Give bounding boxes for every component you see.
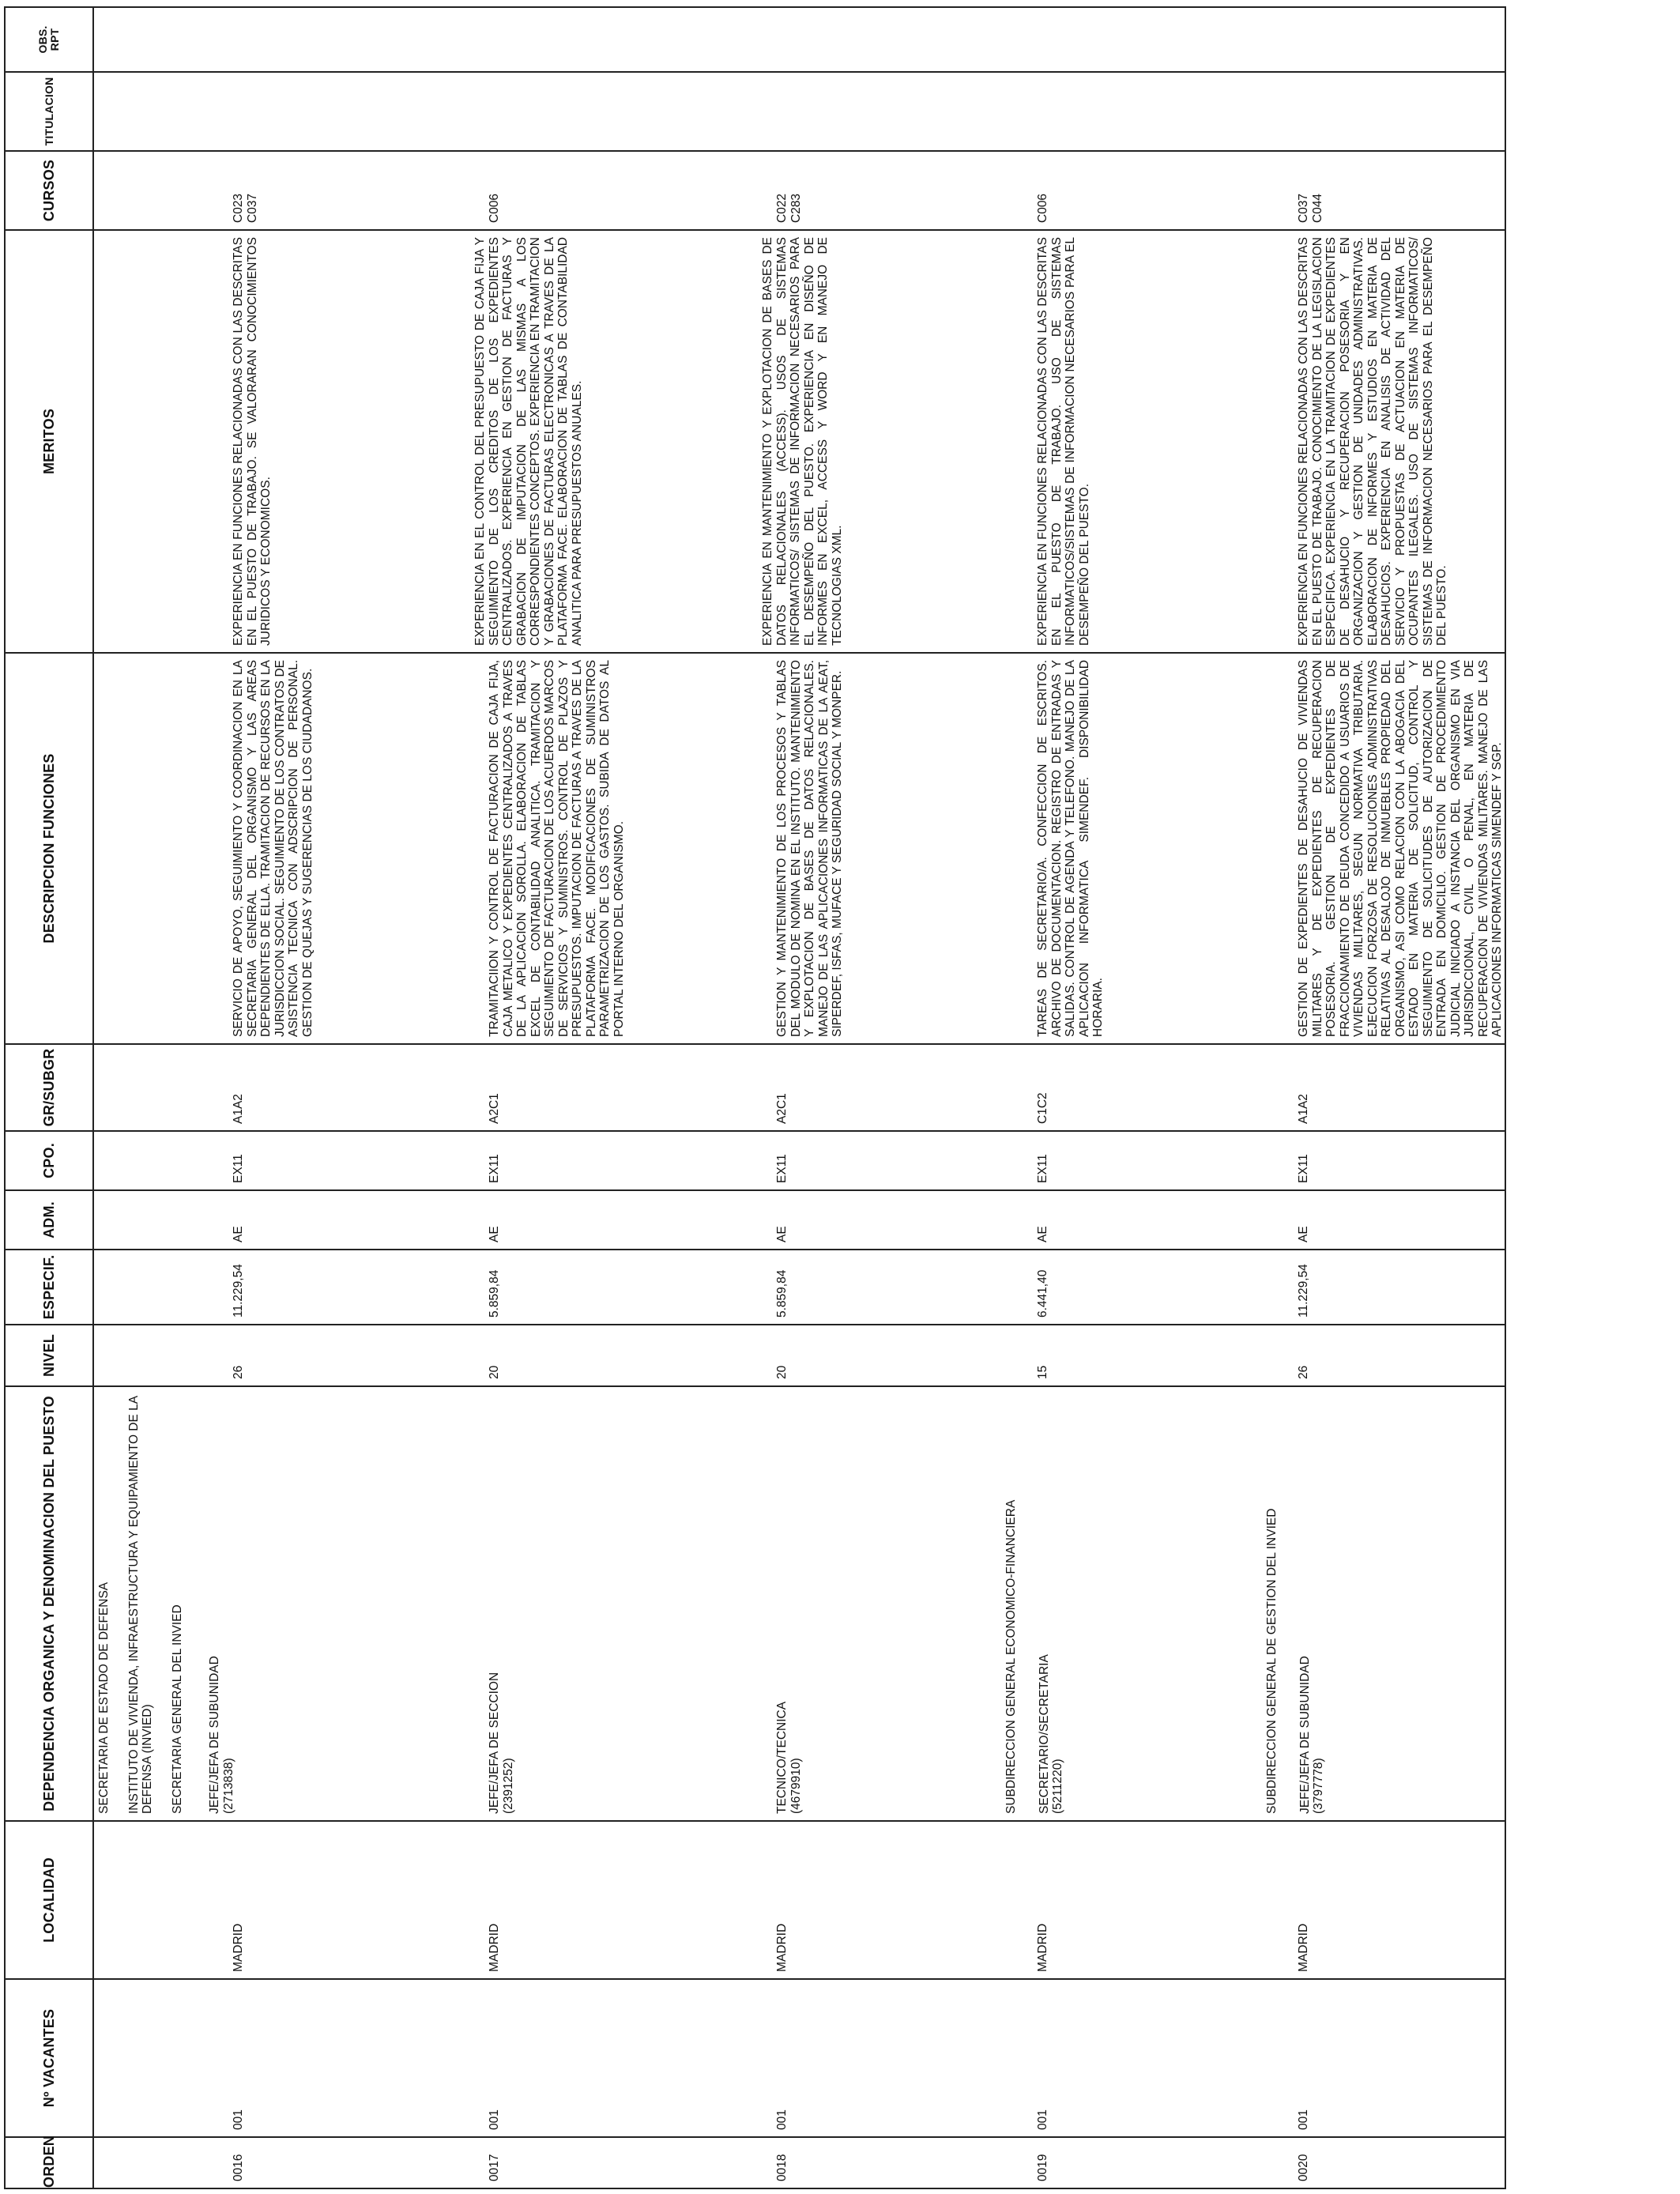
cpo-cell: EX11 [488, 1154, 501, 1183]
puesto-code: (4679910) [789, 1758, 803, 1814]
obs-cell [469, 7, 756, 72]
puesto-code: (5211220) [1051, 1759, 1064, 1814]
cpo-cell: EX11 [775, 1154, 789, 1183]
nivel-cell: 26 [232, 1365, 245, 1379]
localidad-cell: MADRID [232, 1923, 245, 1972]
vacantes-cell: 001 [775, 2109, 789, 2130]
especif-cell: 11.229,54 [1297, 1264, 1310, 1318]
vacantes-cell: 001 [232, 2109, 245, 2130]
table-row [469, 7, 756, 2188]
obs-cell [93, 7, 469, 72]
cpo-cell: EX11 [1036, 1154, 1049, 1183]
rpt-table [4, 6, 1506, 2189]
especif-cell: 11.229,54 [232, 1264, 245, 1318]
header-row [5, 7, 93, 2188]
dependencia-secretaria-general: SECRETARIA GENERAL DEL INVIED [170, 1604, 184, 1814]
obs-cell [973, 7, 1234, 72]
adm-cell: AE [488, 1226, 501, 1242]
header-titulacion: TITULACION [5, 72, 93, 151]
meritos-cell: EXPERIENCIA EN EL CONTROL DEL PRESUPUESTO DE CAJA FIJA Y SEGUIMIENTO DE LOS CREDITOS DE LOS EXPEDIENTES CENTRALIZADOS. EXPERIENCIA EN GESTION DE FACTURAS Y GRABACION DE IMPUTACION DE LAS MISMAS A LOS CORRESPONDIENTES CONCEPTOS. EXPERIENCIA EN TRAMITACION Y GRABACIONES DE FACTURAS ELECTRONICAS A TRAVES DE LA PLATAFORMA FACE. ELABORACION DE TABLAS DE CONTABILIDAD ANALITICA PARA PRESUPUESTOS ANUALES. [473, 237, 584, 646]
grupo-cell: A2C1 [775, 1093, 789, 1124]
adm-cell: AE [232, 1226, 245, 1242]
cpo-cell: EX11 [1297, 1154, 1310, 1183]
localidad-cell: MADRID [1297, 1923, 1310, 1972]
puesto-code: (2713838) [221, 1758, 235, 1814]
grupo-cell: C1C2 [1036, 1092, 1049, 1124]
localidad-cell: MADRID [775, 1923, 789, 1972]
orden-cell: 0018 [775, 2154, 789, 2181]
curso-code: C044 [1310, 193, 1324, 223]
titulacion-cell [469, 72, 756, 151]
orden-cell: 0017 [488, 2154, 501, 2181]
adm-cell: AE [1297, 1226, 1310, 1242]
header-obs-label: OBS. [36, 25, 49, 54]
meritos-cell: EXPERIENCIA EN MANTENIMIENTO Y EXPLOTACION DE BASES DE DATOS RELACIONALES (ACCESS). USOS DE SISTEMAS INFORMATICOS/ SISTEMAS DE INFORMACION NECESARIOS PARA EL DESEMPEÑO DEL PUESTO. EXPERIENCIA EN DISEÑO DE INFORMES EN EXCEL, ACCESS Y WORD Y EN MANEJO DE TECNOLOGIAS XML. [761, 237, 844, 646]
curso-code: C283 [789, 193, 803, 223]
titulacion-cell [756, 72, 973, 151]
header-localidad: LOCALIDAD [5, 1821, 93, 1979]
table-row [756, 7, 973, 2188]
especif-cell: 5.859,84 [488, 1269, 501, 1318]
puesto-code: (3797778) [1312, 1758, 1325, 1814]
localidad-cell: MADRID [488, 1923, 501, 1972]
header-dependencia: DEPENDENCIA ORGANICA Y DENOMINACION DEL PUESTO [5, 1386, 93, 1821]
titulacion-cell [973, 72, 1234, 151]
dependencia-instituto: INSTITUTO DE VIVIENDA, INFRAESTRUCTURA Y EQUIPAMIENTO DE LA DEFENSA (INVIED) [126, 1396, 154, 1814]
grupo-cell: A1A2 [232, 1094, 245, 1124]
nivel-cell: 20 [488, 1365, 501, 1379]
puesto-name: SECRETARIO/SECRETARIA [1037, 1654, 1051, 1814]
header-adm: ADM. [5, 1190, 93, 1250]
titulacion-cell [1234, 72, 1505, 151]
curso-code: C006 [488, 193, 501, 223]
curso-code: C023 [232, 193, 245, 223]
puesto-code: (2391252) [501, 1758, 515, 1814]
descripcion-cell: TAREAS DE SECRETARIO/A. CONFECCION DE ESCRITOS. ARCHIVO DE DOCUMENTACION. REGISTRO DE ENTRADAS Y SALIDAS. CONTROL DE AGENDA Y TELEFONO. MANEJO DE LA APLICACION INFORMATICA SIMENDEF. DISPONIBILIDAD HORARIA. [1036, 660, 1105, 1037]
table-row [93, 7, 469, 2188]
nivel-cell: 26 [1297, 1365, 1310, 1379]
titulacion-cell [93, 72, 469, 151]
rotated-page [4, 8, 1504, 2189]
header-especif: ESPECIF. [5, 1250, 93, 1325]
header-cursos: CURSOS [5, 151, 93, 230]
puesto-name: JEFE/JEFA DE SUBUNIDAD [1298, 1656, 1312, 1814]
table-row [1234, 7, 1505, 2188]
table-row [973, 7, 1234, 2188]
descripcion-cell: GESTION DE EXPEDIENTES DE DESAHUCIO DE VIVIENDAS MILITARES Y DE EXPEDIENTES DE RECUPERACION POSESORIA. GESTION DE EXPEDIENTES DE FRACCIONAMIENTO DE DEUDA CONCEDIDO A USUARIOS DE VIVIENDAS MILITARES, SEGUN NORMATIVA TRIBUTARIA. EJECUCION FORZOSA DE RESOLUCIONES ADMINISTRATIVAS RELATIVAS AL DESALOJO DE INMUEBLES PROPIEDAD DEL ORGANISMO, ASI COMO RELACION CON LA ABOGACIA DEL ESTADO EN MATERIA DE SOLICITUD, CONTROL Y SEGUIMIENTO DE SOLICITUDES DE AUTORIZACION DE ENTRADA EN DOMICILIO. GESTION DE PROCEDIMIENTO JUDICIAL INICIADO A INSTANCIA DEL ORGANISMO EN VIA JURISDICCIONAL, CIVIL O PENAL, EN MATERIA DE RECUPERACION DE VIVIENDAS MILITARES. MANEJO DE LAS APLICACIONES INFORMATICAS SIMENDEF Y SGP. [1297, 660, 1504, 1037]
header-obs-rpt [5, 7, 93, 72]
meritos-cell: EXPERIENCIA EN FUNCIONES RELACIONADAS CON LAS DESCRITAS EN EL PUESTO DE TRABAJO. SE VALORARAN CONOCIMIENTOS JURIDICOS Y ECONOMICOS. [232, 237, 273, 646]
curso-code: C022 [775, 193, 789, 223]
header-cpo: CPO. [5, 1131, 93, 1190]
adm-cell: AE [1036, 1226, 1049, 1242]
curso-code: C037 [1297, 193, 1310, 223]
localidad-cell: MADRID [1036, 1923, 1049, 1972]
vacantes-cell: 001 [1297, 2109, 1310, 2130]
obs-cell [756, 7, 973, 72]
adm-cell: AE [775, 1226, 789, 1242]
puesto-name: JEFE/JEFA DE SECCION [488, 1672, 501, 1814]
vacantes-cell: 001 [1036, 2109, 1049, 2130]
especif-cell: 5.859,84 [775, 1269, 789, 1318]
header-rpt-label: RPT [48, 28, 61, 51]
especif-cell: 6.441,40 [1036, 1269, 1049, 1318]
descripcion-cell: SERVICIO DE APOYO, SEGUIMIENTO Y COORDINACION EN LA SECRETARIA GENERAL DEL ORGANISMO Y LAS AREAS DEPENDIENTES DE ELLA. TRAMITACION DE RECURSOS EN LA JURISDICCION SOCIAL. SEGUIMIENTO DE LOS CONTRATOS DE ASISTENCIA TECNICA CON ADSCRIPCION DE PERSONAL. GESTION DE QUEJAS Y SUGERENCIAS DE LOS CIUDADANOS. [232, 660, 315, 1037]
nivel-cell: 15 [1036, 1365, 1049, 1379]
grupo-cell: A2C1 [488, 1093, 501, 1124]
vacantes-cell: 001 [488, 2109, 501, 2130]
puesto-name: JEFE/JEFA DE SUBUNIDAD [208, 1656, 221, 1814]
orden-cell: 0019 [1036, 2154, 1049, 2181]
header-descripcion: DESCRIPCION FUNCIONES [5, 653, 93, 1044]
cpo-cell: EX11 [232, 1154, 245, 1183]
dependencia-secretaria-estado: SECRETARIA DE ESTADO DE DEFENSA [97, 1581, 111, 1814]
descripcion-cell: TRAMITACIION Y CONTROL DE FACTURACION DE CAJA FIJA, CAJA METALICO Y EXPEDIENTES CENTRALIZADOS A TRAVES DE LA APLICACION SOROLLA. ELABORACION DE TABLAS EXCEL DE CONTABILIDAD ANALITICA. TRAMITACION Y SEGUIMIENTO DE FACTURACION DE LOS ACUERDOS MARCOS DE SERVICIOS Y SUMINISTROS. CONTROL DE PLAZOS Y PRESUPUESTOS. IMPUTACION DE FACTURAS A TRAVES DE LA PLATAFORMA FACE. MODIFICACIONES DE SUMINISTROS PARAMETRIZACION DE LOS GASTOS. SUBIDA DE DATOS AL PORTAL INTERNO DEL ORGANISMO. [488, 660, 626, 1037]
curso-code: C037 [245, 193, 259, 223]
meritos-cell: EXPERIENCIA EN FUNCIONES RELACIONADAS CON LAS DESCRITAS EN EL PUESTO DE TRABAJO. CONOCIMIENTO DE LA LEGISLACION ESPECIFICA. EXPERIENCIA EN LA TRAMITACION DE EXPEDIENTES DE DESAHUCIO Y RECUPERACION POSESORIA Y EN ORGANIZACION Y GESTION DE UNIDADES ADMINISTRATIVAS. ELABORACION DE INFORMES Y ESTUDIOS EN MATERIA DE DESAHUCIOS. EXPERIENCIA EN ANALISIS DE ACTIVIDAD DEL SERVICIO Y PROPUESTAS DE ACTUACION EN MATERIA DE OCUPANTES ILEGALES. USO DE SISTEMAS INFORMATICOS/ SISTEMAS DE INFORMACION NECESARIOS PARA EL DESEMPEÑO DEL PUESTO. [1297, 237, 1448, 646]
header-meritos: MERITOS [5, 230, 93, 653]
curso-code: C006 [1036, 193, 1049, 223]
header-vacantes: Nº VACANTES [5, 1979, 93, 2137]
header-orden: ORDEN [5, 2137, 93, 2188]
dependencia-sub-gestion: SUBDIRECCION GENERAL DE GESTION DEL INVIED [1265, 1508, 1279, 1814]
orden-cell: 0020 [1297, 2154, 1310, 2181]
descripcion-cell: GESTION Y MANTENIMIENTO DE LOS PROCESOS Y TABLAS DEL MODULO DE NOMINA EN EL INSTITUTO. MANTENIMIENTO Y EXPLOTACION DE BASES DE DATOS RELACIONALES. MANEJO DE LAS APLICACIONES INFORMATICAS DE LA AEAT, SIPERDEF, ISFAS, MUFACE Y SEGURIDAD SOCIAL Y MONPER. [775, 660, 844, 1037]
orden-cell: 0016 [232, 2154, 245, 2181]
meritos-cell: EXPERIENCIA EN FUNCIONES RELACIONADAS CON LAS DESCRITAS EN EL PUESTO DE TRABAJO. USO DE SISTEMAS INFORMATICOS/SISTEMAS DE INFORMACION NECESARIOS PARA EL DESEMPEÑO DEL PUESTO. [1036, 237, 1091, 646]
header-grupo: GR/SUBGR [5, 1044, 93, 1131]
nivel-cell: 20 [775, 1365, 789, 1379]
obs-cell [1234, 7, 1505, 72]
header-nivel: NIVEL [5, 1325, 93, 1386]
puesto-name: TECNICO/TECNICA [775, 1701, 789, 1814]
grupo-cell: A1A2 [1297, 1094, 1310, 1124]
dependencia-sub-economico: SUBDIRECCION GENERAL ECONOMICO-FINANCIERA [1004, 1499, 1018, 1814]
